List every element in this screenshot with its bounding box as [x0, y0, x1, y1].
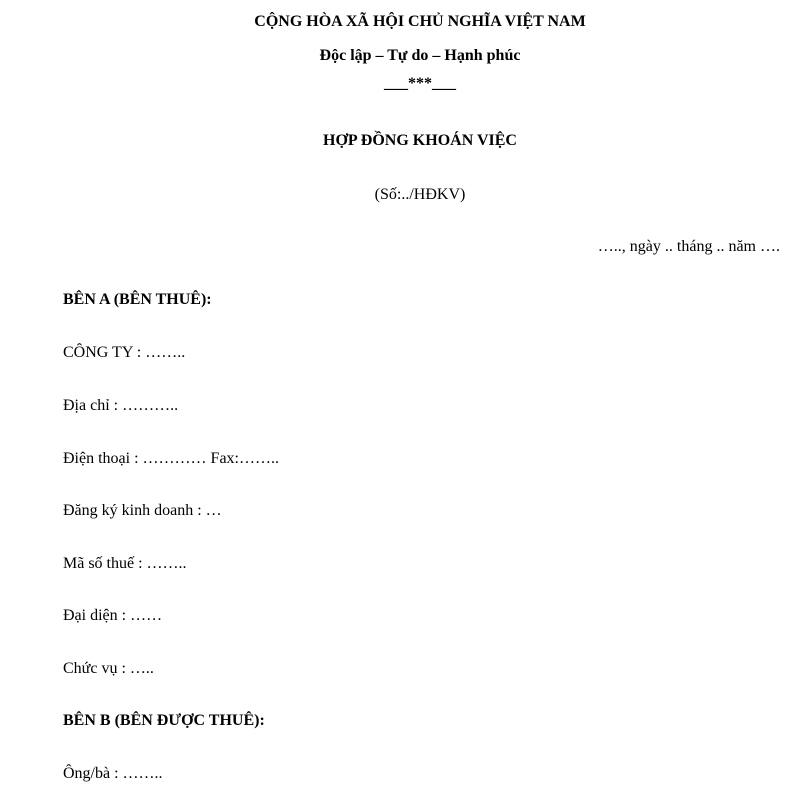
party-b-person-field: Ông/bà : ……..	[63, 765, 163, 782]
document-number: (Số:../HĐKV)	[374, 186, 466, 203]
party-a-business-registration-field: Đăng ký kinh doanh : …	[63, 502, 222, 519]
party-a-company-field: CÔNG TY : ……..	[63, 344, 186, 361]
party-a-position-field: Chức vụ : …..	[63, 660, 154, 677]
party-a-tax-code-field: Mã số thuế : ……..	[63, 555, 187, 572]
party-b-heading: BÊN B (BÊN ĐƯỢC THUÊ):	[63, 712, 265, 729]
header-separator: ___***___	[384, 75, 456, 92]
document-date-line: ….., ngày .. tháng .. năm ….	[597, 238, 780, 255]
national-motto: Độc lập – Tự do – Hạnh phúc	[319, 47, 521, 64]
party-a-phone-fax-field: Điện thoại : ………… Fax:……..	[63, 450, 279, 467]
country-name-heading: CỘNG HÒA XÃ HỘI CHỦ NGHĨA VIỆT NAM	[254, 13, 586, 30]
party-a-heading: BÊN A (BÊN THUÊ):	[63, 291, 212, 308]
document-title: HỢP ĐỒNG KHOÁN VIỆC	[323, 132, 517, 149]
party-a-representative-field: Đại diện : ……	[63, 607, 163, 624]
party-a-address-field: Địa chỉ : ………..	[63, 397, 179, 414]
